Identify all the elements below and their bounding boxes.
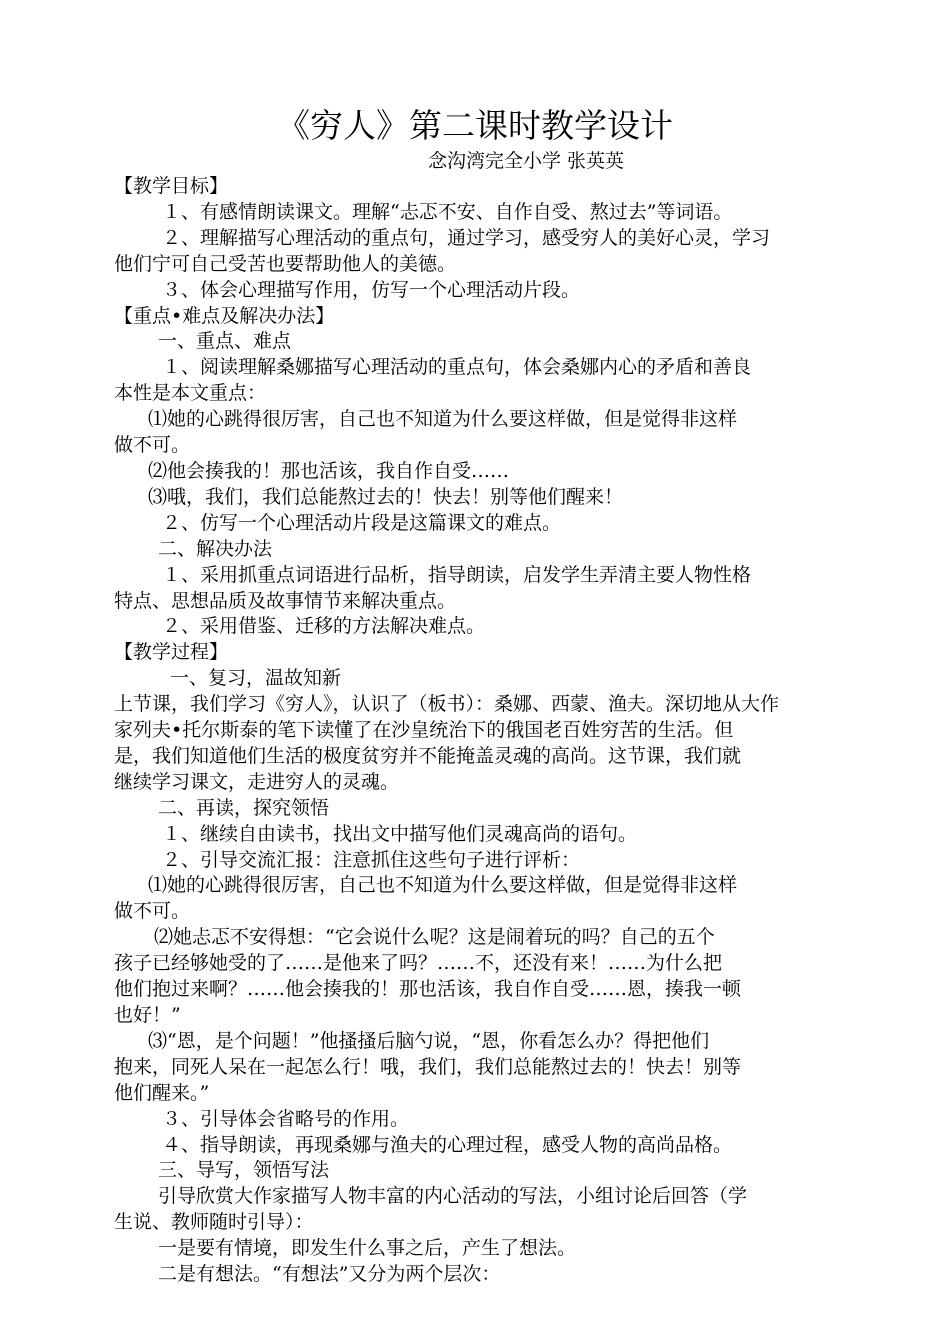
page-title: 《穷人》第二课时教学设计	[277, 106, 673, 145]
text-line: 他们宁可自己受苦也要帮助他人的美德。	[114, 252, 457, 275]
text-line: 二、再读，探究领悟	[158, 796, 330, 819]
text-line: 上节课，我们学习《穷人》，认识了（板书）：桑娜、西蒙、渔夫。深切地从大作	[114, 693, 780, 716]
text-line: 抱来，同死人呆在一起怎么行！哦，我们，我们总能熬过去的！快去！别等	[114, 1055, 742, 1078]
text-line: 他们醒来。”	[114, 1081, 210, 1104]
text-line: 继续学习课文，走进穷人的灵魂。	[114, 770, 400, 793]
text-line: 二是有想法。“有想法”又分为两个层次：	[158, 1263, 501, 1286]
section-heading: 【教学过程】	[114, 641, 229, 664]
text-line: 生说、教师随时引导）：	[114, 1211, 314, 1234]
text-line: １、有感情朗读课文。理解“忐忑不安、自作自受、熬过去”等词语。	[162, 200, 733, 223]
text-line: １、继续自由读书，找出文中描写他们灵魂高尚的语句。	[162, 822, 638, 845]
text-line: ⑵他会揍我的！那也活该，我自作自受……	[148, 459, 510, 482]
text-line: ２、引导交流汇报：注意抓住这些句子进行评析：	[162, 848, 581, 871]
text-line: 也好！”	[114, 1004, 181, 1026]
section-heading: 【重点•难点及解决办法】	[114, 304, 335, 327]
text-line: 二、解决办法	[158, 537, 273, 560]
text-line: ４、指导朗读，再现桑娜与渔夫的心理过程，感受人物的高尚品格。	[162, 1133, 733, 1156]
section-heading: 【教学目标】	[114, 175, 229, 197]
text-line: 做不可。	[114, 434, 191, 457]
text-line: 一是要有情境，即发生什么事之后，产生了想法。	[158, 1237, 577, 1260]
text-line: ⑴她的心跳得很厉害，自己也不知道为什么要这样做，但是觉得非这样	[148, 408, 738, 431]
text-line: 做不可。	[114, 900, 191, 923]
text-line: 他们抱过来啊？……他会揍我的！那也活该，我自作自受……恩，揍我一顿	[114, 978, 742, 1001]
text-line: 家列夫•托尔斯泰的笔下读懂了在沙皇统治下的俄国老百姓穷苦的生活。但	[114, 719, 734, 742]
text-line: 三、导写，领悟写法	[158, 1159, 330, 1182]
text-line: ⑶“恩，是个问题！”他搔搔后脑勺说，“恩，你看怎么办？得把他们	[148, 1029, 710, 1052]
text-line: 特点、思想品质及故事情节来解决重点。	[114, 589, 457, 612]
text-line: ２、理解描写心理活动的重点句，通过学习，感受穷人的美好心灵，学习	[162, 226, 771, 249]
text-line: １、采用抓重点词语进行品析，指导朗读，启发学生弄清主要人物性格	[162, 563, 752, 586]
text-line: ３、体会心理描写作用，仿写一个心理活动片段。	[162, 278, 581, 301]
text-line: １、阅读理解桑娜描写心理活动的重点句，体会桑娜内心的矛盾和善良	[162, 356, 752, 379]
document-body	[114, 174, 844, 1288]
text-line: ⑶哦，我们，我们总能熬过去的！快去！别等他们醒来！	[148, 485, 624, 508]
text-line: 一、复习，温故知新	[170, 667, 342, 690]
text-line: 引导欣赏大作家描写人物丰富的内心活动的写法，小组讨论后回答（学	[158, 1185, 748, 1208]
text-line: 本性是本文重点：	[114, 382, 267, 405]
text-line: ⑵她忐忑不安得想：“它会说什么呢？这是闹着玩的吗？自己的五个	[154, 926, 715, 949]
text-line: ２、采用借鉴、迁移的方法解决难点。	[162, 615, 486, 638]
text-line: ２、仿写一个心理活动片段是这篇课文的难点。	[162, 511, 562, 534]
text-line: ⑴她的心跳得很厉害，自己也不知道为什么要这样做，但是觉得非这样	[148, 874, 738, 897]
text-line: ３、引导体会省略号的作用。	[162, 1107, 410, 1130]
text-line: 孩子已经够她受的了……是他来了吗？……不，还没有来！……为什么把	[114, 952, 723, 975]
author-line: 念沟湾完全小学 张英英	[428, 150, 625, 172]
text-line: 是，我们知道他们生活的极度贫穷并不能掩盖灵魂的高尚。这节课，我们就	[114, 744, 742, 767]
text-line: 一、重点、难点	[158, 330, 292, 353]
